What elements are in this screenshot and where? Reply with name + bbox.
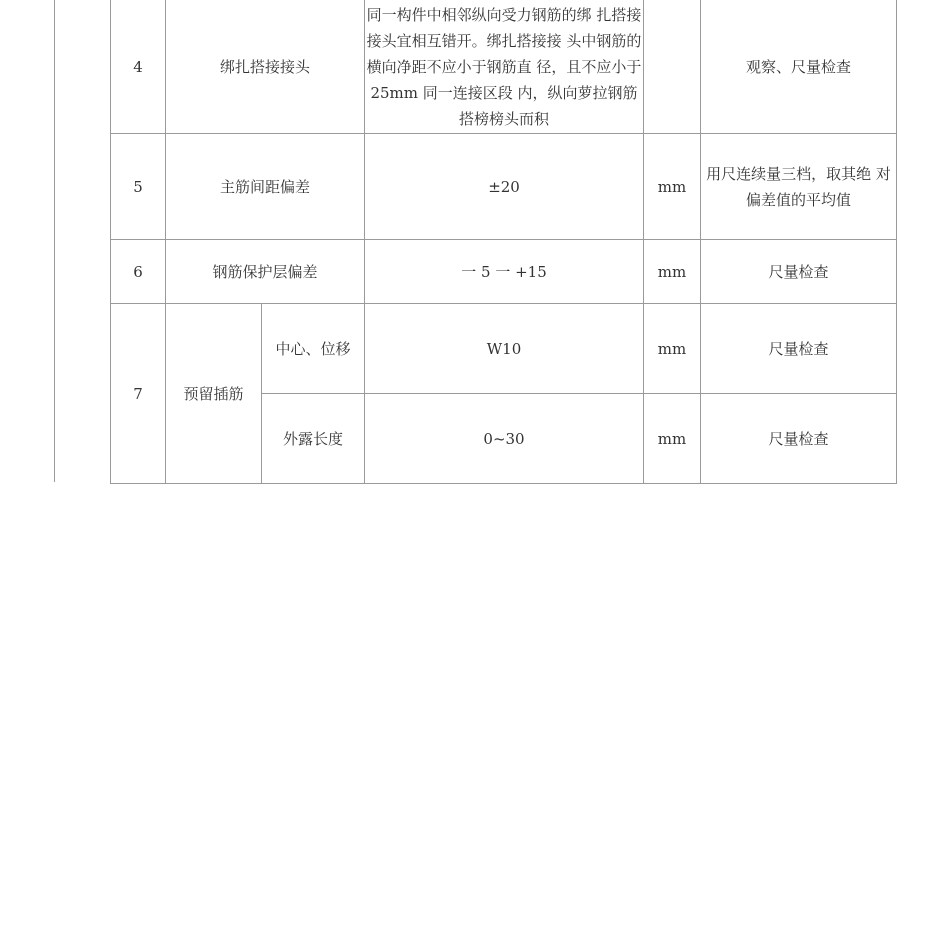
unit: mm: [644, 394, 701, 484]
unit: mm: [644, 134, 701, 240]
item-name: 绑扎搭接接头: [166, 0, 365, 134]
inspection-method: 尺量检查: [701, 304, 897, 394]
table-row: [111, 0, 897, 134]
row-number: 7: [111, 304, 166, 484]
requirement-value: 0~30: [365, 394, 644, 484]
row-number: 4: [111, 0, 166, 134]
inspection-table: [110, 0, 897, 484]
inspection-method: 用尺连续量三档，取其绝 对偏差值的平均值: [701, 134, 897, 240]
requirement-text: 同一构件中相邻纵向受力钢筋的绑 扎搭接接头宜相互错开。绑扎搭接接 头中钢筋的横向净距不应小于钢筋直 径，且不应小于 25mm 同一连接区段 内，纵向萝拉钢筋搭榜榜头而积: [365, 0, 644, 134]
item-name: 钢筋保护层偏差: [166, 240, 365, 304]
table-row: [111, 304, 897, 394]
inspection-method: 观察、尺量检查: [701, 0, 897, 134]
requirement-value: W10: [365, 304, 644, 394]
sub-item-name: 中心、位移: [262, 304, 365, 394]
unit: [644, 0, 701, 134]
table-row: [111, 134, 897, 240]
item-name: 预留插筋: [166, 304, 262, 484]
inspection-method: 尺量检查: [701, 394, 897, 484]
sub-item-name: 外露长度: [262, 394, 365, 484]
row-number: 6: [111, 240, 166, 304]
row-number: 5: [111, 134, 166, 240]
requirement-value: 一 5 一 +15: [365, 240, 644, 304]
table-row: [111, 240, 897, 304]
left-border-line: [54, 0, 55, 482]
requirement-value: ±20: [365, 134, 644, 240]
item-name: 主筋间距偏差: [166, 134, 365, 240]
inspection-method: 尺量检查: [701, 240, 897, 304]
unit: mm: [644, 304, 701, 394]
unit: mm: [644, 240, 701, 304]
